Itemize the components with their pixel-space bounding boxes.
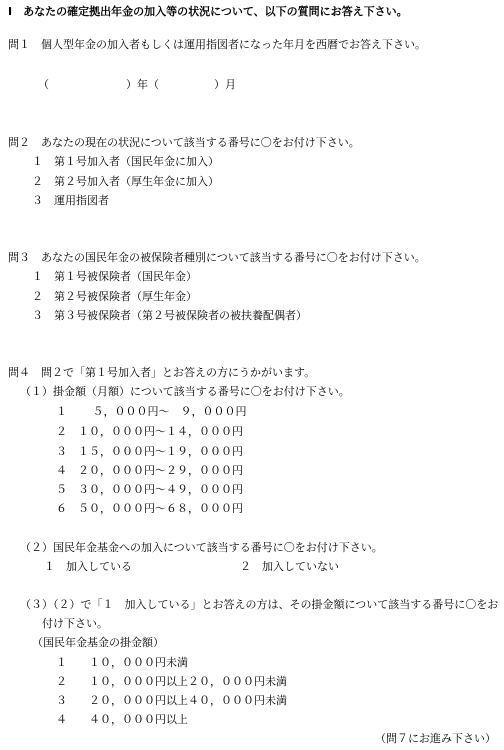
- next-question-note: （問７にお進み下さい）: [375, 732, 496, 745]
- question-4: 問４ 問２で「第１号加入者」とお答えの方にうかがいます。: [8, 366, 316, 379]
- q4-sub1-option-4[interactable]: ４ ２０，０００円～２９，０００円: [56, 464, 243, 477]
- q4-sub1-option-6[interactable]: ６ ５０，０００円～６８，０００円: [56, 502, 243, 515]
- q4-sub2-option-1[interactable]: １ 加入している: [44, 560, 132, 573]
- question-1: 問１ 個人型年金の加入者もしくは運用指図者になった年月を西暦でお答え下さい。: [8, 38, 426, 51]
- q1-answer-field[interactable]: （ ）年（ ）月: [38, 78, 236, 91]
- q4-sub3-table-label: （国民年金基金の掛金額）: [32, 636, 164, 649]
- q4-sub3-option-1[interactable]: １ １０，０００円未満: [56, 656, 188, 669]
- q4-sub1-option-5[interactable]: ５ ３０，０００円～４９，０００円: [56, 483, 243, 496]
- q4-sub1-option-3[interactable]: ３ １５，０００円～１９，０００円: [56, 445, 243, 458]
- q2-option-3[interactable]: ３ 運用指図者: [32, 194, 109, 207]
- q4-sub3-text-line1: （３）（２）で「１ 加入している」とお答えの方は、その掛金額について該当する番号に〇をお: [20, 598, 499, 611]
- q3-option-3[interactable]: ３ 第３号被保険者（第２号被保険者の被扶養配偶者）: [32, 309, 307, 322]
- q4-sub1-option-1[interactable]: １ ５，０００円～ ９，０００円: [56, 405, 247, 418]
- q4-sub3-option-2[interactable]: ２ １０，０００円以上２０，０００円未満: [56, 675, 287, 688]
- q2-option-2[interactable]: ２ 第２号加入者（厚生年金に加入）: [32, 175, 219, 188]
- q3-option-1[interactable]: １ 第１号被保険者（国民年金）: [32, 270, 197, 283]
- question-3: 問３ あなたの国民年金の被保険者種別について該当する番号に〇をお付け下さい。: [8, 251, 426, 264]
- q3-option-2[interactable]: ２ 第２号被保険者（厚生年金）: [32, 290, 197, 303]
- q4-sub2-text: （２）国民年金基金への加入について該当する番号に〇をお付け下さい。: [20, 541, 383, 554]
- q2-option-1[interactable]: １ 第１号加入者（国民年金に加入）: [32, 155, 219, 168]
- q4-sub2-option-2[interactable]: ２ 加入していない: [240, 560, 339, 573]
- q4-sub1-option-2[interactable]: ２ １０，０００円～１４，０００円: [56, 425, 243, 438]
- q4-sub1-text: （１）掛金額（月額）について該当する番号に〇をお付け下さい。: [20, 385, 350, 398]
- q4-sub3-option-4[interactable]: ４ ４０，０００円以上: [56, 713, 188, 726]
- q4-sub3-option-3[interactable]: ３ ２０，０００円以上４０，０００円未満: [56, 694, 287, 707]
- question-2: 問２ あなたの現在の状況について該当する番号に〇をお付け下さい。: [8, 136, 360, 149]
- section-title: Ⅰ あなたの確定拠出年金の加入等の状況について、以下の質問にお答え下さい。: [8, 5, 408, 18]
- q4-sub3-text-line2: 付け下さい。: [42, 617, 108, 630]
